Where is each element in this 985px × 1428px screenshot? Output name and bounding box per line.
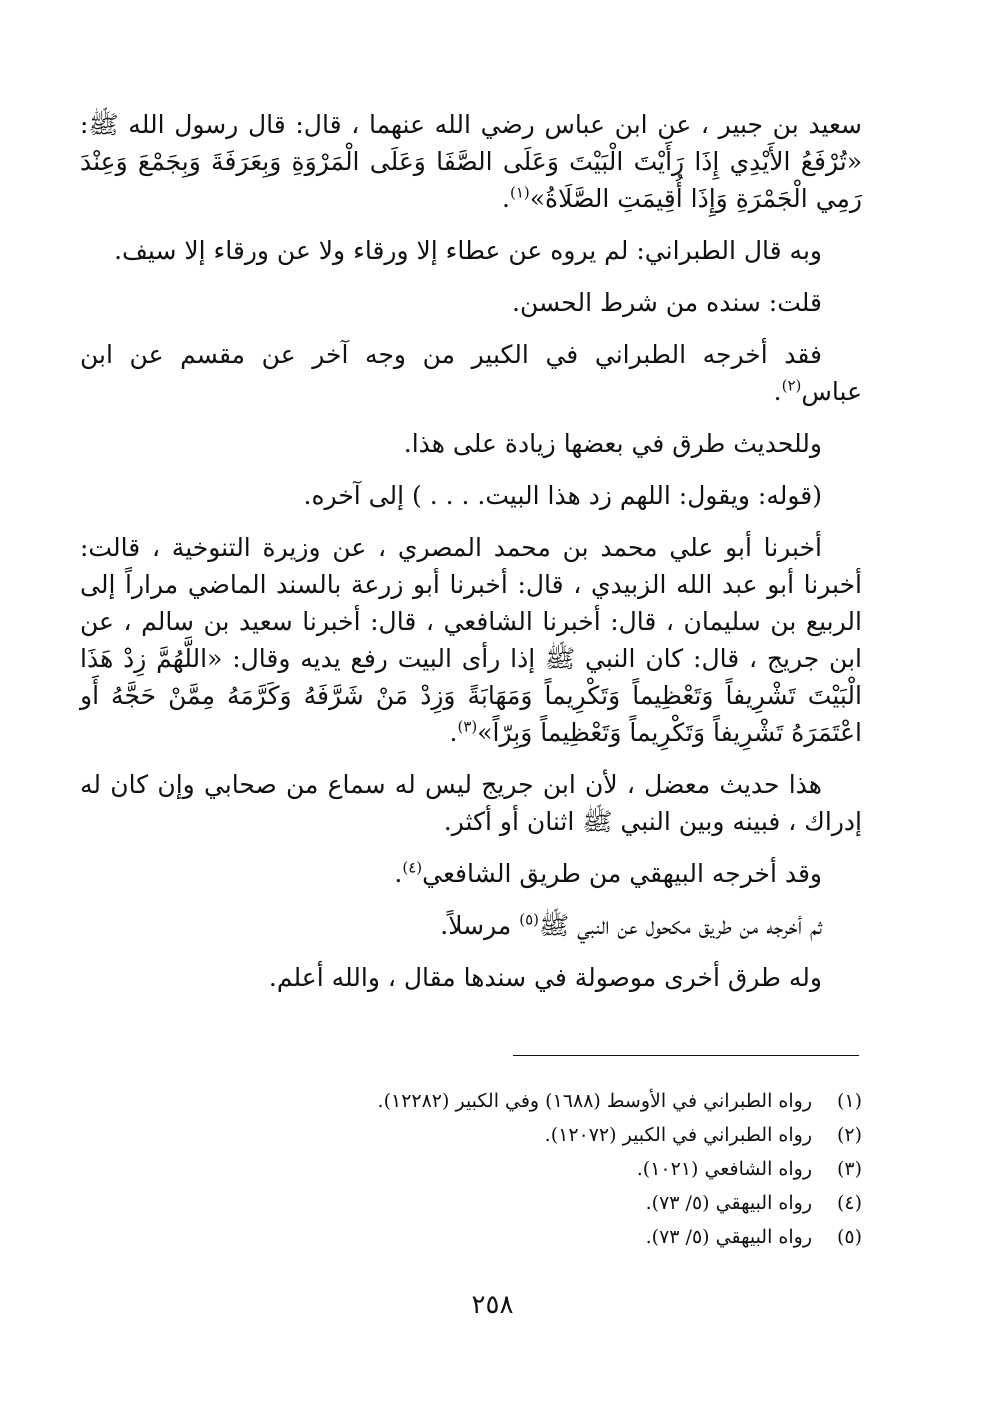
paragraph-bayhaqi-shafii: وقد أخرجه البيهقي من طريق الشافعي$^{(٤)}$. (394, 858, 822, 888)
footnote-number: (٥) (836, 1226, 862, 1248)
footnote-ref-4[interactable]: (٤) (402, 858, 423, 877)
footnote-number: (٤) (836, 1192, 862, 1214)
footnote-ref-1[interactable]: (١) (509, 183, 530, 202)
footnote-ref-2[interactable]: (٢) (781, 376, 802, 395)
paragraph-tabarani-kabir: فقد أخرجه الطبراني في الكبير من وجه آخر عن مقسم عن ابن عباس$^{(٢)}$. (80, 340, 862, 406)
footnote-item (162, 1118, 862, 1152)
footnote-item (162, 1186, 862, 1220)
footnote-item (162, 1084, 862, 1118)
paragraph-other-routes: وللحديث طرق في بعضها زيادة على هذا. (403, 429, 822, 458)
paragraph-quote-heading: (قوله: ويقول: اللهم زد هذا البيت. . . . ) إلى آخره. (303, 481, 822, 510)
footnote-ref-5[interactable]: (٥) (519, 910, 540, 929)
footnote-text: رواه البيهقي (٥/ ٧٣). (645, 1226, 812, 1248)
footnote-number: (٣) (836, 1158, 862, 1180)
footnote-item (162, 1220, 862, 1254)
main-text (80, 106, 862, 1011)
footnote-text: رواه البيهقي (٥/ ٧٣). (645, 1192, 812, 1214)
footnote-item (162, 1152, 862, 1186)
footnote-number: (١) (836, 1090, 862, 1112)
footnote-text: رواه الطبراني في الأوسط (١٦٨٨) وفي الكبير (١٢٢٨٢). (377, 1090, 812, 1112)
paragraph-tabarani-note: وبه قال الطبراني: لم يروه عن عطاء إلا ورقاء ولا عن ورقاء إلا سيف. (114, 236, 822, 265)
paragraph-sanad-comment: قلت: سنده من شرط الحسن. (512, 288, 822, 317)
paragraph-makhul-mursal: ثم أخرجه من طريق مكحول عن النبي ﷺ$^{(٥)}$ مرسلاً. (440, 910, 822, 940)
footnote-ref-3[interactable]: (٣) (457, 717, 478, 736)
footnotes (162, 1084, 862, 1254)
page-number: ٢٥٨ (471, 1290, 514, 1320)
footnote-text: رواه الشافعي (١٠٢١). (636, 1158, 812, 1180)
paragraph-isnad-ibn-jurayj: أخبرنا أبو علي محمد بن محمد المصري ، عن وزيرة التنوخية ، قالت: أخبرنا أبو عبد الله الزبيدي ، قال: أخبرنا أبو زرعة بالسند الماضي مراراً إلى الربيع بن سليمان ، قال: أخبرنا الشافعي ، قال: أخبرنا سعيد بن سالم ، عن ابن جريج ، قال: كان النبي ﷺ إذا رأى البيت رفع يديه وقال: «اللَّهُمَّ زِدْ هَذَا الْبَيْتَ تَشْرِيفاً وَتَعْظِيماً وَتَكْرِيماً وَمَهَابَةً وَزِدْ مَنْ شَرَّفَهُ وَكَرَّمَهُ مِمَّنْ حَجَّهُ أَو اعْتَمَرَهُ تَشْرِيفاً وَتَكْرِيماً وَتَعْظِيماً وَبِرّاً»$^{(٣)}$. (80, 533, 862, 747)
paragraph-hadith-ibn-abbas: سعيد بن جبير ، عن ابن عباس رضي الله عنهما ، قال: قال رسول الله ﷺ: «تُرْفَعُ الأَيْدِي إِذَا رَأَيْتَ الْبَيْتَ وَعَلَى الصَّفَا وَعَلَى الْمَرْوَةِ وَبِعَرَفَةَ وَبِجَمْعَ وَعِنْدَ رَمِي الْجَمْرَةِ وَإِذَا أُقِيمَتِ الصَّلَاةُ»$^{(١)}$. (80, 110, 862, 213)
paragraph-mudal-comment: هذا حديث معضل ، لأن ابن جريج ليس له سماع من صحابي وإن كان له إدراك ، فبينه وبين النبي ﷺ اثنان أو أكثر. (80, 770, 862, 836)
footnote-number: (٢) (836, 1124, 862, 1146)
paragraph-closing: وله طرق أخرى موصولة في سندها مقال ، والله أعلم. (268, 963, 822, 992)
footnote-separator (513, 1055, 859, 1056)
footnote-text: رواه الطبراني في الكبير (١٢٠٧٢). (544, 1124, 812, 1146)
